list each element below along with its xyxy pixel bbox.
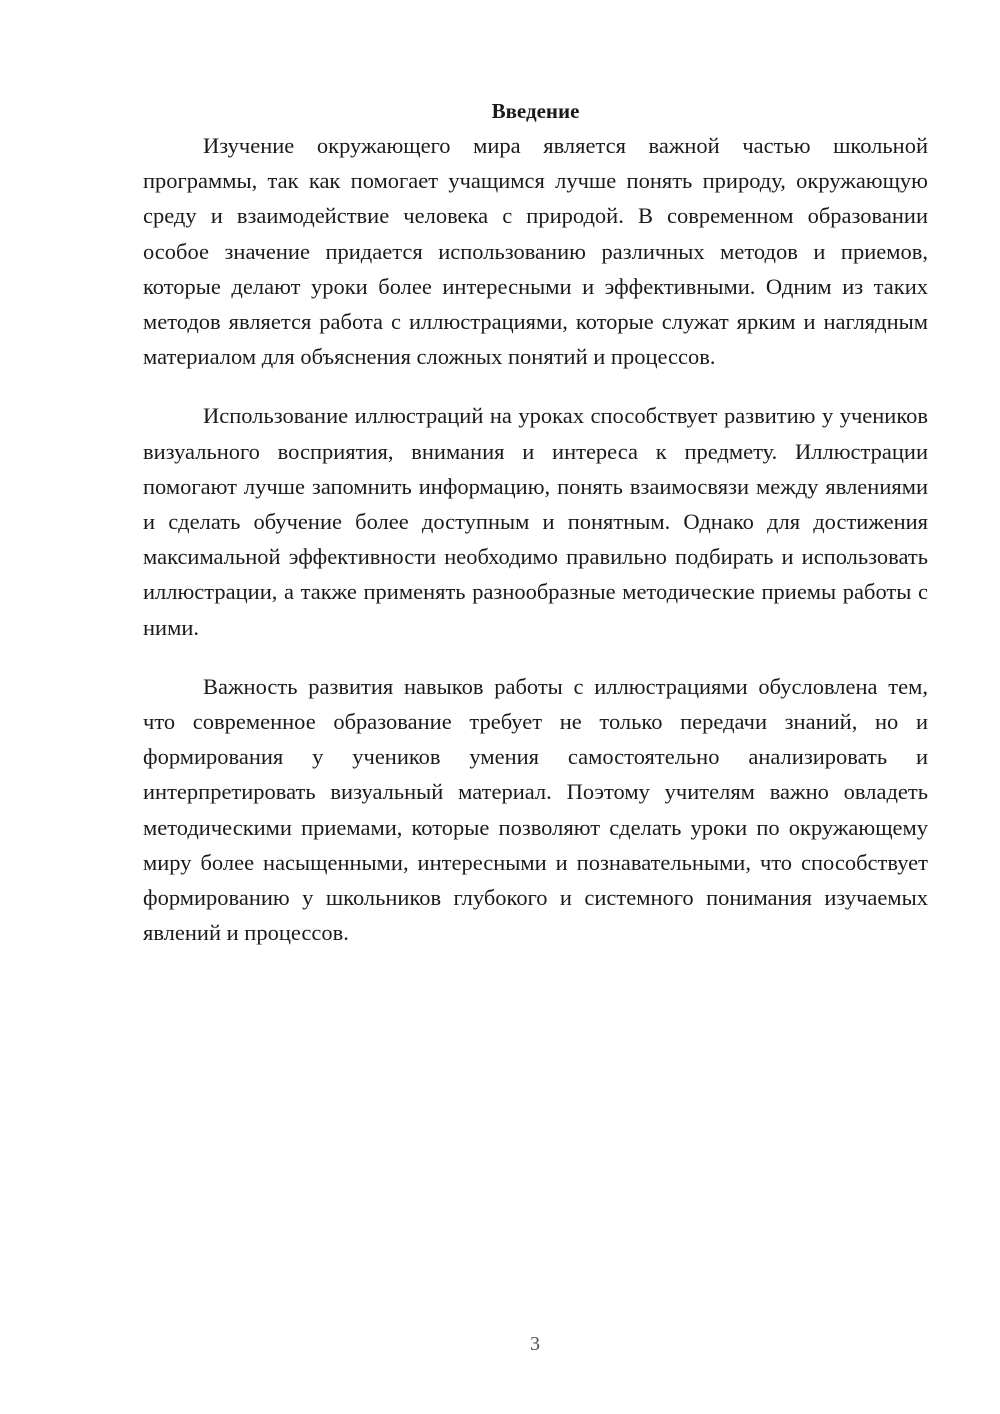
paragraph-1: Изучение окружающего мира является важной частью школьной программы, так как помогает учащимся лучше понять природу, окружающую среду и взаимодействие человека с природой. В современном образовании особое значение придается использованию различных методов и приемов, которые делают уроки более интересными и эффективными. Одним из таких методов является работа с иллюстрациями, которые служат ярким и наглядным материалом для объяснения сложных понятий и процессов.	[143, 133, 928, 370]
document-page	[143, 96, 928, 974]
page-number: 3	[530, 1333, 540, 1355]
paragraph-2: Использование иллюстраций на уроках способствует развитию у учеников визуального восприятия, внимания и интереса к предмету. Иллюстрации помогают лучше запомнить информацию, понять взаимосвязи между явлениями и сделать обучение более доступным и понятным. Однако для достижения максимальной эффективности необходимо правильно подбирать и использовать иллюстрации, а также применять разнообразные методические приемы работы с ними.	[143, 403, 928, 640]
paragraph-3: Важность развития навыков работы с иллюстрациями обусловлена тем, что современное образование требует не только передачи знаний, но и формирования у учеников умения самостоятельно анализировать и интерпретировать визуальный материал. Поэтому учителям важно овладеть методическими приемами, которые позволяют сделать уроки по окружающему миру более насыщенными, интересными и познавательными, что способствует формированию у школьников глубокого и системного понимания изучаемых явлений и процессов.	[143, 673, 928, 946]
section-heading: Введение	[491, 99, 580, 123]
